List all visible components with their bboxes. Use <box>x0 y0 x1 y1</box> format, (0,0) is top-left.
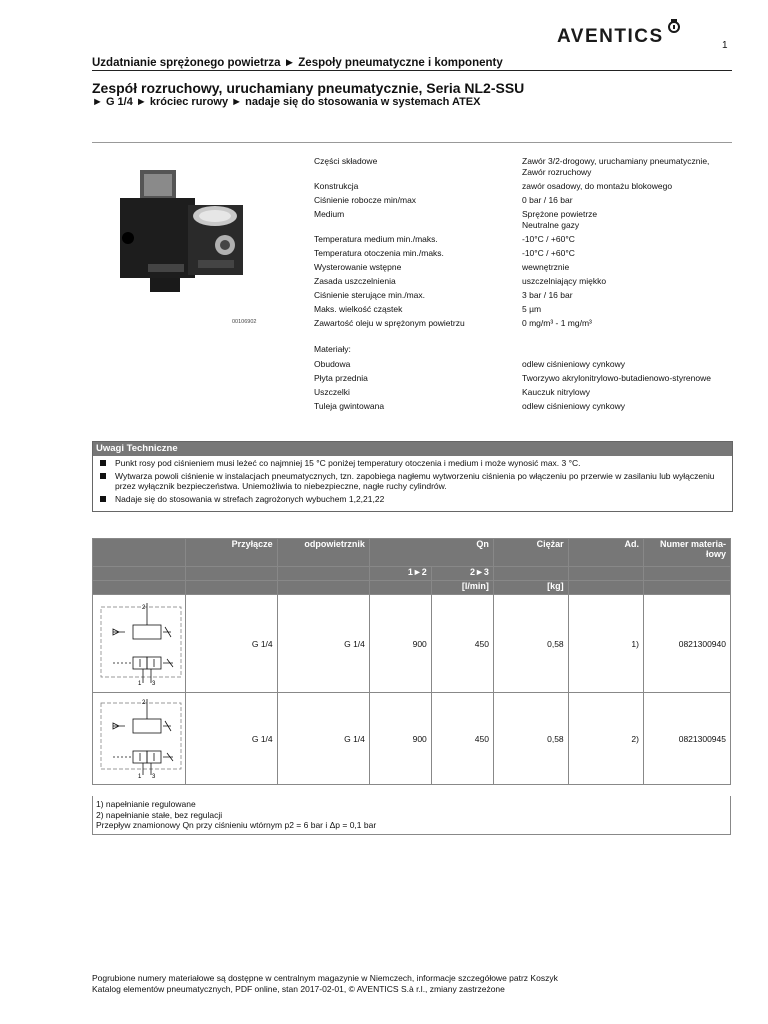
circuit-symbol-cell <box>93 595 186 693</box>
bullet-icon <box>100 496 106 502</box>
technical-notes <box>92 441 733 512</box>
spec-value: odlew ciśnieniowy cynkowy <box>522 401 625 411</box>
circuit-symbol <box>93 693 185 782</box>
note-item: Punkt rosy pod ciśnieniem musi leżeć co najmniej 15 °C poniżej temperatury otoczenia i medium i może wynosić max. 3 °C. <box>93 458 732 469</box>
notes-heading: Uwagi Techniczne <box>93 442 732 456</box>
svg-text:1: 1 <box>138 681 142 687</box>
spec-label: Płyta przednia <box>314 373 368 383</box>
spec-label: Maks. wielkość cząstek <box>314 304 403 314</box>
footer-line: Pogrubione numery materiałowe są dostępne w centralnym magazynie w Niemczech, informacje szczegółowe patrz Koszyk <box>92 973 558 983</box>
header-cell: odpowietrznik <box>277 539 369 567</box>
header-cell: Ad. <box>568 539 643 567</box>
port-cell: G 1/4 <box>186 693 278 785</box>
spec-value: 0 bar / 16 bar <box>522 195 573 205</box>
header-divider <box>92 70 732 71</box>
spec-label: Uszczelki <box>314 387 350 397</box>
svg-text:3: 3 <box>152 774 156 780</box>
breadcrumb: Uzdatnianie sprężonego powietrza ► Zespoły pneumatyczne i komponenty <box>92 57 503 69</box>
product-photo <box>110 160 250 305</box>
circuit-symbol-cell <box>93 693 186 785</box>
spec-value: Zawór rozruchowy <box>522 167 592 177</box>
spec-value: 0 mg/m³ - 1 mg/m³ <box>522 318 592 328</box>
table-footnotes <box>92 796 731 835</box>
spec-value: zawór osadowy, do montażu blokowego <box>522 181 673 191</box>
spec-label: Materiały: <box>314 344 351 354</box>
bullet-icon <box>100 460 106 466</box>
header-cell <box>93 539 186 567</box>
footnote: Przepływ znamionowy Qn przy ciśnieniu wtórnym p2 = 6 bar i Δp = 0,1 bar <box>96 820 377 830</box>
page-footer <box>92 973 558 995</box>
page-number: 1 <box>722 40 728 51</box>
header-cell: Ciężar <box>493 539 568 567</box>
spec-label: Ciśnienie sterujące min./max. <box>314 290 426 300</box>
note-item: Wytwarza powoli ciśnienie w instalacjach pneumatycznych, tzn. zapobiega nagłemu wytworzeniu ciśnienia po włączeniu po przerwie w zasilaniu lub wyłączeniu przez wyłącznik bezpieczeństwa. Uniemożliwia to niebezpieczne, nagłe ruchy cylindrów. <box>93 471 732 492</box>
part-number-cell: 0821300940 <box>643 595 730 693</box>
note-item: Nadaje się do stosowania w strefach zagrożonych wybuchem 1,2,21,22 <box>93 494 732 505</box>
qn12-cell: 900 <box>369 693 431 785</box>
svg-text:2: 2 <box>142 700 146 706</box>
table-header-row <box>93 539 731 567</box>
header-cell: [l/min] <box>431 581 493 595</box>
part-number-cell: 0821300945 <box>643 693 730 785</box>
ad-cell: 1) <box>568 595 643 693</box>
spec-value: -10°C / +60°C <box>522 234 575 244</box>
page-subtitle: ► G 1/4 ► króciec rurowy ► nadaje się do stosowania w systemach ATEX <box>92 96 481 108</box>
footnote: 1) napełnianie regulowane <box>96 799 196 809</box>
svg-text:3: 3 <box>152 681 156 687</box>
bullet-icon <box>100 473 106 479</box>
spec-label: Ciśnienie robocze min/max <box>314 195 417 205</box>
image-code: 00106902 <box>232 319 257 325</box>
spec-label: Temperatura medium min./maks. <box>314 234 438 244</box>
spec-value: -10°C / +60°C <box>522 248 575 258</box>
port-cell: G 1/4 <box>186 595 278 693</box>
footnote: 2) napełnianie stałe, bez regulacji <box>96 809 223 820</box>
spec-label: Obudowa <box>314 359 351 369</box>
spec-label: Medium <box>314 209 345 219</box>
qn23-cell: 450 <box>431 693 493 785</box>
logo-mark-icon <box>667 18 681 34</box>
spec-value: Tworzywo akrylonitrylowo-butadienowo-styrenowe <box>522 373 711 383</box>
header-cell: Qn <box>369 539 493 567</box>
spec-value: Sprężone powietrze <box>522 209 598 219</box>
circuit-symbol <box>93 595 185 690</box>
footer-line: Katalog elementów pneumatycznych, PDF online, stan 2017-02-01, © AVENTICS S.à r.l., zmiany zastrzeżone <box>92 984 505 994</box>
svg-text:1: 1 <box>138 774 142 780</box>
weight-cell: 0,58 <box>493 595 568 693</box>
spec-label: Tuleja gwintowana <box>314 401 385 411</box>
spec-value: wewnętrznie <box>522 262 570 272</box>
spec-label: Konstrukcja <box>314 181 359 191</box>
spec-value: uszczelniający miękko <box>522 276 607 286</box>
header-cell: Przyłącze <box>186 539 278 567</box>
header-cell: 1►2 <box>369 567 431 581</box>
brand-logo: AVENTICS <box>557 26 664 47</box>
spec-value: 5 µm <box>522 304 542 314</box>
ad-cell: 2) <box>568 693 643 785</box>
spec-value: Neutralne gazy <box>522 220 580 230</box>
header-cell: 2►3 <box>431 567 493 581</box>
spec-label: Wysterowanie wstępne <box>314 262 402 272</box>
spec-label: Temperatura otoczenia min./maks. <box>314 248 444 258</box>
svg-text:2: 2 <box>142 605 146 611</box>
spec-label: Części składowe <box>314 156 378 166</box>
qn12-cell: 900 <box>369 595 431 693</box>
exhaust-cell: G 1/4 <box>277 693 369 785</box>
weight-cell: 0,58 <box>493 693 568 785</box>
qn23-cell: 450 <box>431 595 493 693</box>
page-title: Zespół rozruchowy, uruchamiany pneumatycznie, Seria NL2-SSU <box>92 80 525 96</box>
table-row <box>93 693 731 785</box>
header-cell: Numer materia- łowy <box>643 539 730 567</box>
spec-value: Kauczuk nitrylowy <box>522 387 591 397</box>
table-row <box>93 595 731 693</box>
section-divider <box>92 142 732 143</box>
header-cell: [kg] <box>493 581 568 595</box>
table-subheader-row <box>93 567 731 581</box>
exhaust-cell: G 1/4 <box>277 595 369 693</box>
spec-label: Zasada uszczelnienia <box>314 276 396 286</box>
product-table <box>92 538 731 785</box>
spec-label: Zawartość oleju w sprężonym powietrzu <box>314 318 465 328</box>
table-units-row <box>93 581 731 595</box>
spec-value: 3 bar / 16 bar <box>522 290 573 300</box>
spec-value: odlew ciśnieniowy cynkowy <box>522 359 625 369</box>
spec-value: Zawór 3/2-drogowy, uruchamiany pneumatycznie, <box>522 156 710 166</box>
